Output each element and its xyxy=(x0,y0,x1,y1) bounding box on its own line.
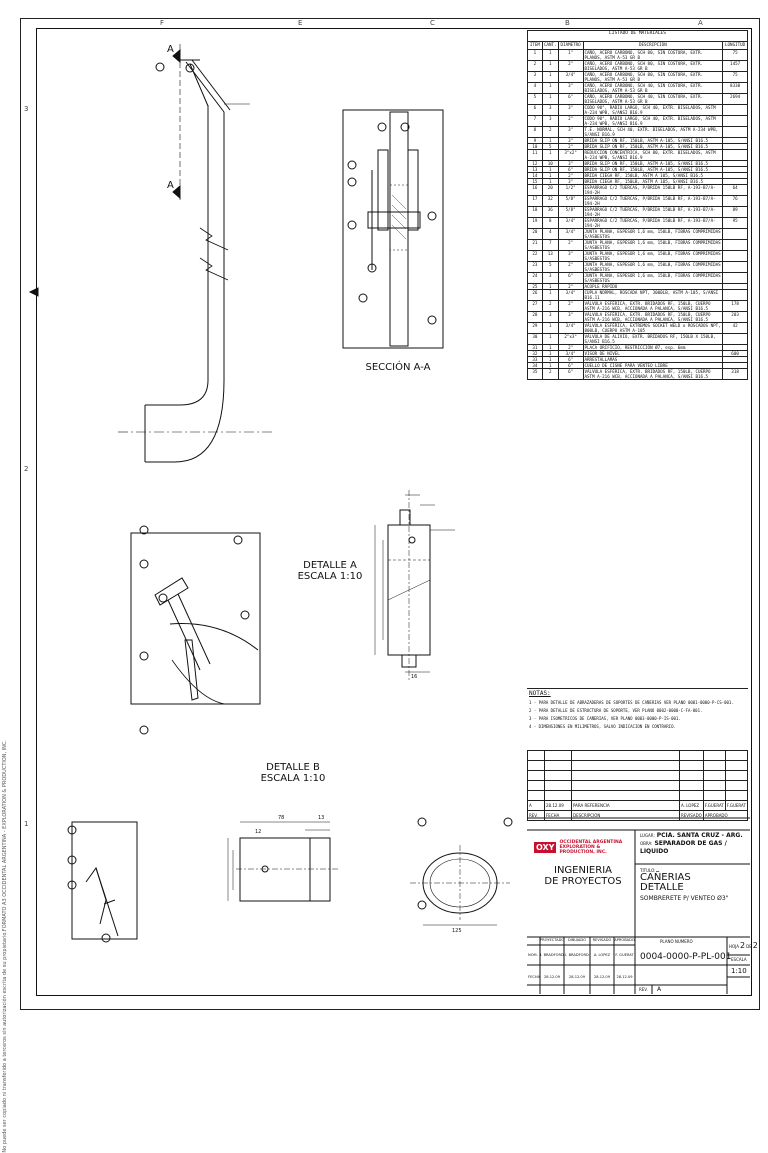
cell-length xyxy=(723,240,748,251)
cell-diameter: 2" xyxy=(558,144,583,150)
cell-item: 1 xyxy=(528,50,543,61)
cell-item: 15 xyxy=(528,179,543,185)
cell-description: BRIDA SLIP ON RF, 150LB, ASTM A-105, S/ANSI B16.5 xyxy=(583,167,723,173)
cell-qty: 1 xyxy=(542,167,558,173)
cell-description: BRIDA SLIP ON RF, 150LB, ASTM A-105, S/ANSI B16.5 xyxy=(583,161,723,167)
table-row xyxy=(528,94,748,105)
signoff-name: I. BRADFORD xyxy=(540,953,564,957)
cell-length xyxy=(723,273,748,284)
zone-label-top: C xyxy=(430,19,435,27)
rev-cell: 28.12.09 xyxy=(545,801,572,811)
cell-qty: 3 xyxy=(542,105,558,116)
cell-description: JUNTA PLANA, ESPESOR 1,6 mm, 150LB, FIBRAS COMPRIMIDAS S/ASBESTOS xyxy=(583,262,723,273)
cell-qty: 3 xyxy=(542,273,558,284)
cell-length: 75 xyxy=(723,50,748,61)
table-row xyxy=(528,262,748,273)
cell-description: T.E. NORMAL, SCH 40, EXTR. BISELADOS, ASTM A-234 WPB, S/ANSI B16.9 xyxy=(583,127,723,138)
rev-label: REV. xyxy=(639,987,648,992)
cell-qty: 1 xyxy=(542,363,558,369)
cell-description: CUPLA NORMAL, ROSCADA NPT, 3000LB, ASTM A-105, S/ANSI B16.11 xyxy=(583,290,723,301)
rev-cell: F.GUERAT xyxy=(725,801,747,811)
cell-description: VÁLVULA ESFÉRICA, EXTR. BRIDADOS RF, 150LB, CUERPO ASTM A-216 WCB, ACCIONADA A PALANCA, S/ANSI B16.5 xyxy=(583,312,723,323)
cell-description: JUNTA PLANA, ESPESOR 1,6 mm, 150LB, FIBRAS COMPRIMIDAS S/ASBESTOS xyxy=(583,240,723,251)
cell-qty: 1 xyxy=(542,173,558,179)
rev-header: FECHA xyxy=(545,811,572,821)
cell-item: 25 xyxy=(528,284,543,290)
cell-diameter: 2" xyxy=(558,61,583,72)
cell-qty: 1 xyxy=(542,345,558,351)
cell-description: ESPARRAGO C/2 TUERCAS, P/BRIDA 150LB RF, A-193-B7/A-194-2H xyxy=(583,185,723,196)
cell-description: CAÑO, ACERO CARBONO, SCH 80, SIN COSTURA, EXTR. BISELADOS, ASTM A-53 GR B xyxy=(583,61,723,72)
cell-item: 29 xyxy=(528,323,543,334)
dimension-label: 78 xyxy=(278,815,285,821)
rev-cell: PARA REFERENCIA xyxy=(572,801,680,811)
cell-qty: 1 xyxy=(542,351,558,357)
cell-length: 203 xyxy=(723,312,748,323)
dimension-label: 125 xyxy=(452,928,462,934)
cell-item: 27 xyxy=(528,301,543,312)
signoff-name: I. BRADFORD xyxy=(565,953,589,957)
cell-length xyxy=(723,251,748,262)
cell-diameter: 2" xyxy=(558,173,583,179)
table-row xyxy=(528,290,748,301)
cell-length: 95 xyxy=(723,218,748,229)
col-header-diameter: DIÁMETRO xyxy=(558,42,583,50)
sheet-label: HOJA xyxy=(729,944,740,949)
cell-qty: 1 xyxy=(542,61,558,72)
note-item: 4 - DIMENSIONES EN MILIMETROS, SALVO INDICACION EN CONTRARIO. xyxy=(529,724,676,729)
role-label: APROBADO xyxy=(614,938,635,942)
notes-section xyxy=(527,688,748,749)
cell-description: JUNTA PLANA, ESPESOR 1,6 mm, 150LB, FIBRAS COMPRIMIDAS S/ASBESTOS xyxy=(583,251,723,262)
cell-length: 89 xyxy=(723,207,748,218)
cell-length: 64 xyxy=(723,185,748,196)
department-line1: INGENIERIA xyxy=(554,865,612,876)
cell-qty: 1 xyxy=(542,72,558,83)
cell-diameter: 2" xyxy=(558,301,583,312)
detail-a-caption xyxy=(290,560,370,582)
dimension-label: 16 xyxy=(411,674,418,680)
cell-length: 42 xyxy=(723,323,748,334)
drawing-number: 0004-0000-P-PL-001 xyxy=(640,952,732,962)
rev-value: A xyxy=(657,986,662,993)
table-row xyxy=(528,229,748,240)
table-row xyxy=(528,83,748,94)
sheet-value: 2 xyxy=(740,941,746,950)
cell-qty: 13 xyxy=(542,251,558,262)
materials-table-title: LISTADO DE MATERIALES xyxy=(528,31,748,42)
notes-heading: NOTAS: xyxy=(529,690,551,697)
dimension-label: 12 xyxy=(255,829,262,835)
signoff-date: 28.12.09 xyxy=(568,975,585,979)
cell-qty: 32 xyxy=(542,196,558,207)
table-row xyxy=(528,105,748,116)
cell-item: 14 xyxy=(528,173,543,179)
cell-description: CAÑO, ACERO CARBONO, SCH 40, SIN COSTURA, EXTR. BISELADOS, ASTM A-53 GR B xyxy=(583,94,723,105)
cell-item: 17 xyxy=(528,196,543,207)
side-note: FORMATO A3 OCCIDENTAL ARGENTINA - EXPLORATION & PRODUCTION, INC. xyxy=(2,740,8,932)
detail-b-title: DETALLE B xyxy=(266,762,320,773)
cell-item: 31 xyxy=(528,345,543,351)
cell-diameter: 3" xyxy=(558,83,583,94)
cell-item: 5 xyxy=(528,94,543,105)
cell-diameter: 2"x3" xyxy=(558,334,583,345)
cell-description: JUNTA PLANA, ESPESOR 1,6 mm, 150LB, FIBRAS COMPRIMIDAS S/ASBESTOS xyxy=(583,273,723,284)
cell-item: 35 xyxy=(528,369,543,380)
cell-diameter: 1/2" xyxy=(558,185,583,196)
rev-header: REVISADO xyxy=(680,811,704,821)
work-label: OBRA: xyxy=(640,841,653,846)
cell-length xyxy=(723,262,748,273)
cell-diameter: 5/8" xyxy=(558,196,583,207)
note-item: 1 - PARA DETALLE DE ABRAZADERAS DE SOPORTES DE CAÑERIAS VER PLANO 0001-0000-P-CS-001. xyxy=(529,700,734,705)
cell-diameter: 3/4" xyxy=(558,218,583,229)
cell-description: CUELLO DE CISNE PARA VENTEO LIBRE xyxy=(583,363,723,369)
cell-qty: 1 xyxy=(542,150,558,161)
cell-description: ESPARRAGO C/2 TUERCAS, P/BRIDA 150LB RF, A-193-B7/A-194-2H xyxy=(583,196,723,207)
cell-qty: 1 xyxy=(542,357,558,363)
cell-diameter: 1" xyxy=(558,50,583,61)
rev-header: REV. xyxy=(528,811,545,821)
cell-item: 11 xyxy=(528,150,543,161)
cell-qty: 8 xyxy=(542,218,558,229)
cell-item: 24 xyxy=(528,273,543,284)
cell-diameter: 3" xyxy=(558,138,583,144)
zone-label-top: E xyxy=(298,19,303,27)
cell-qty: 1 xyxy=(542,50,558,61)
cell-qty: 5 xyxy=(542,262,558,273)
cell-item: 28 xyxy=(528,312,543,323)
cell-diameter: 6" xyxy=(558,94,583,105)
scale-value: 1:10 xyxy=(731,967,747,975)
zone-label-side: 2 xyxy=(24,465,29,473)
cell-qty: 1 xyxy=(542,179,558,185)
cell-qty: 5 xyxy=(542,144,558,150)
rev-cell: F.GUERAT xyxy=(703,801,725,811)
cell-diameter: 3/4" xyxy=(558,290,583,301)
cell-item: 4 xyxy=(528,83,543,94)
cell-qty: 1 xyxy=(542,83,558,94)
section-mark: A xyxy=(167,44,174,55)
date-label: FECHA xyxy=(528,975,541,979)
cell-qty: 3 xyxy=(542,116,558,127)
cell-description: VÁLVULA ESFÉRICA, EXTR. BRIDADOS RF, 150LB, CUERPO ASTM A-216 WCB, ACCIONADA A PALANCA, S/ANSI B16.5 xyxy=(583,301,723,312)
rev-header: APROBADO xyxy=(703,811,747,821)
cell-qty: 2 xyxy=(542,127,558,138)
cell-item: 33 xyxy=(528,357,543,363)
cell-qty: 1 xyxy=(542,284,558,290)
cell-description: BRIDA SLIP ON RF, 150LB, ASTM A-105, S/ANSI B16.5 xyxy=(583,138,723,144)
cell-description: ARRESTALLAMAS xyxy=(583,357,723,363)
rev-cell: A xyxy=(528,801,545,811)
section-caption: SECCIÓN A-A xyxy=(365,362,431,373)
cell-description: JUNTA PLANA, ESPESOR 1,6 mm, 150LB, FIBRAS COMPRIMIDAS S/ASBESTOS xyxy=(583,229,723,240)
cell-description: CODO 90°, RADIO LARGO, SCH 40, EXTR. BISELADOS, ASTM A-234 WPB, S/ANSI B16.9 xyxy=(583,105,723,116)
cell-item: 23 xyxy=(528,262,543,273)
cell-item: 20 xyxy=(528,229,543,240)
cell-item: 9 xyxy=(528,138,543,144)
cell-length: 318 xyxy=(723,369,748,380)
cell-diameter: 2" xyxy=(558,116,583,127)
cell-length: 600 xyxy=(723,351,748,357)
signoff-name: F. GUERAT xyxy=(615,953,634,957)
rev-header: DESCRIPCION xyxy=(572,811,680,821)
nom-label: NOM. xyxy=(528,953,538,957)
cell-description: VÁLVULA DE ALIVIO, EXTR. BRIDADOS RF, 150LB X 150LB, S/ANSI B16.5 xyxy=(583,334,723,345)
cell-description: ESPARRAGO C/2 TUERCAS, P/BRIDA 150LB RF, A-193-B7/A-194-2H xyxy=(583,218,723,229)
company-logo: OXY xyxy=(536,843,555,852)
note-item: 2 - PARA DETALLE DE ESTRUCTURA DE SOPORTE, VER PLANO 0002-0000-C-FA-001. xyxy=(529,708,703,713)
zone-label-side: 3 xyxy=(24,105,29,113)
drawing-title-1: CAÑERIAS xyxy=(640,872,691,883)
drawing-title-2: DETALLE xyxy=(640,882,684,893)
detail-b-caption xyxy=(253,762,333,784)
col-header-length: LONGITUD xyxy=(723,42,748,50)
cell-qty: 7 xyxy=(542,240,558,251)
section-mark: A xyxy=(167,180,174,191)
detail-b-scale: ESCALA 1:10 xyxy=(260,773,326,784)
table-row xyxy=(528,218,748,229)
col-header-qty: CANT. xyxy=(542,42,558,50)
cell-qty: 20 xyxy=(542,185,558,196)
cell-length: 178 xyxy=(723,301,748,312)
cell-diameter: 5/8" xyxy=(558,207,583,218)
zone-label-top: F xyxy=(160,19,165,27)
cell-description: CAÑO, ACERO CARBONO, SCH 80, SIN COSTURA, EXTR. PLANOS, ASTM A-53 GR B xyxy=(583,50,723,61)
table-row xyxy=(528,116,748,127)
cell-item: 19 xyxy=(528,218,543,229)
company-block xyxy=(534,840,632,887)
role-label: DIBUJADO xyxy=(568,938,586,942)
cell-qty: 10 xyxy=(542,161,558,167)
cell-item: 22 xyxy=(528,251,543,262)
cell-description: PLACA ORIFICIO, RESTRICCIÓN Ø7, esp. 6mm xyxy=(583,345,723,351)
table-row xyxy=(528,301,748,312)
cell-item: 2 xyxy=(528,61,543,72)
cell-qty: 3 xyxy=(542,312,558,323)
cell-description: CODO 90°, RADIO LARGO, SCH 40, EXTR. BISELADOS, ASTM A-234 WPB, S/ANSI B16.9 xyxy=(583,116,723,127)
cell-diameter: 2" xyxy=(558,284,583,290)
cell-description: BRIDA CIEGA RF, 150LB, ASTM A 105, S/ANSI B16.5 xyxy=(583,173,723,179)
role-label: PROYECTADO xyxy=(540,938,565,942)
cell-length: 1457 xyxy=(723,61,748,72)
drawing-title-block xyxy=(640,868,748,902)
cell-diameter: 3"x2" xyxy=(558,150,583,161)
signoff-names xyxy=(540,953,635,957)
cell-length: 76 xyxy=(723,196,748,207)
scale-label: ESCALA xyxy=(731,957,747,962)
cell-length: 8330 xyxy=(723,83,748,94)
signoff-date: 28.12.09 xyxy=(543,975,560,979)
table-row xyxy=(528,240,748,251)
cell-item: 16 xyxy=(528,185,543,196)
table-row xyxy=(528,61,748,72)
cell-item: 12 xyxy=(528,161,543,167)
cell-item: 34 xyxy=(528,363,543,369)
cell-length xyxy=(723,150,748,161)
cell-length xyxy=(723,229,748,240)
table-row xyxy=(528,196,748,207)
cell-qty: 36 xyxy=(542,207,558,218)
sheet-number xyxy=(729,941,758,950)
table-row xyxy=(528,312,748,323)
cell-qty: 2 xyxy=(542,369,558,380)
cell-diameter: 2" xyxy=(558,240,583,251)
cell-qty: 2 xyxy=(542,301,558,312)
signoff-name: A. LOPEZ xyxy=(593,953,611,957)
cell-diameter: 3/4" xyxy=(558,351,583,357)
cell-description: CAÑO, ACERO CARBONO, SCH 80, SIN COSTURA, EXTR. PLANOS, ASTM A-53 GR B xyxy=(583,72,723,83)
drawing-title-3: SOMBRERETE P/ VENTEO Ø3" xyxy=(640,895,729,902)
table-row xyxy=(528,273,748,284)
cell-description: REDUCCIÓN CONCÉNTRICA, SCH 80, EXTR. BISELADOS, ASTM A-234 WPB, S/ANSI B16.9 xyxy=(583,150,723,161)
company-name: OCCIDENTAL ARGENTINA xyxy=(559,840,623,845)
cell-diameter: 3" xyxy=(558,161,583,167)
table-row xyxy=(528,185,748,196)
cell-length xyxy=(723,105,748,116)
location-value: PCIA. SANTA CRUZ - ARG. xyxy=(656,832,743,839)
zone-label-side: 1 xyxy=(24,820,29,828)
cell-description: BRIDA CIEGA RF, 150LB, ASTM A 105, S/ANSI B16.5 xyxy=(583,179,723,185)
cell-diameter: 3/4" xyxy=(558,72,583,83)
table-row xyxy=(528,334,748,345)
signoff-date: 28.12.09 xyxy=(593,975,610,979)
cell-item: 13 xyxy=(528,167,543,173)
location-block xyxy=(640,832,748,856)
work-value: SEPARADOR DE GAS / LIQUIDO xyxy=(640,840,727,855)
cell-item: 8 xyxy=(528,127,543,138)
sheet-total: 2 xyxy=(752,941,758,950)
cell-qty: 1 xyxy=(542,94,558,105)
signoff-roles xyxy=(540,938,635,942)
table-row xyxy=(528,150,748,161)
cell-description: VÁLVULA ESFÉRICA, EXTR. BRIDADOS RF, 150LB, CUERPO ASTM A-216 WCB, ACCIONADA A PALANCA, S/ANSI B16.5 xyxy=(583,369,723,380)
detail-a-title: DETALLE A xyxy=(303,560,357,571)
cell-qty: 1 xyxy=(542,334,558,345)
cell-diameter: 6" xyxy=(558,167,583,173)
side-note: No puede ser copiado ni transferido a terceros sin autorización escrita de su propietario. xyxy=(2,931,8,1153)
cell-qty: 1 xyxy=(542,323,558,334)
cell-description: ACOPLE RÁPIDO xyxy=(583,284,723,290)
revision-table xyxy=(527,750,748,821)
cell-item: 26 xyxy=(528,290,543,301)
cell-diameter: 3" xyxy=(558,179,583,185)
cell-diameter: 3/4" xyxy=(558,229,583,240)
cell-diameter: 3/4" xyxy=(558,323,583,334)
cell-description: VÁLVULA ESFÉRICA, EXTREMOS SOCKET WELD o ROSCADOS NPT, 800LB, CUERPO ASTM A-105 xyxy=(583,323,723,334)
cell-diameter: 3" xyxy=(558,127,583,138)
cell-description: CAÑO, ACERO CARBONO, SCH 40, SIN COSTURA, EXTR. BISELADOS, ASTM A-53 GR B xyxy=(583,83,723,94)
table-row xyxy=(528,369,748,380)
cell-qty: 1 xyxy=(542,138,558,144)
zone-label-top: B xyxy=(565,19,570,27)
cell-diameter: 3" xyxy=(558,105,583,116)
note-item: 3 - PARA ISOMETRICOS DE CAÑERIAS, VER PLANO 0003-0000-P-IS-001. xyxy=(529,716,681,721)
table-row xyxy=(528,207,748,218)
signoff-date: 28.12.09 xyxy=(616,975,633,979)
table-row xyxy=(528,72,748,83)
title-label: TITULO: xyxy=(640,868,656,873)
table-row xyxy=(528,251,748,262)
materials-table xyxy=(527,30,748,380)
cell-item: 3 xyxy=(528,72,543,83)
zone-label-top: A xyxy=(698,19,703,27)
sheet-of: DE xyxy=(746,944,752,949)
cell-length xyxy=(723,116,748,127)
detail-a-scale: ESCALA 1:10 xyxy=(297,571,363,582)
cell-diameter: 3" xyxy=(558,251,583,262)
signoff-dates xyxy=(540,975,635,979)
cell-item: 21 xyxy=(528,240,543,251)
cell-length xyxy=(723,127,748,138)
cell-diameter: 3" xyxy=(558,312,583,323)
table-row xyxy=(528,127,748,138)
cell-diameter: 2" xyxy=(558,345,583,351)
cell-description: VISOR DE NIVEL xyxy=(583,351,723,357)
cell-description: ESPARRAGO C/2 TUERCAS, P/BRIDA 150LB RF, A-193-B7/A-194-2H xyxy=(583,207,723,218)
company-division: EXPLORATION & PRODUCTION, INC. xyxy=(559,845,607,855)
cell-qty: 1 xyxy=(542,290,558,301)
cell-item: 30 xyxy=(528,334,543,345)
dimension-label: 13 xyxy=(318,815,325,821)
cell-item: 7 xyxy=(528,116,543,127)
materials-table-body xyxy=(528,50,748,380)
cell-item: 32 xyxy=(528,351,543,357)
col-header-description: DESCRIPCIÓN xyxy=(583,42,723,50)
cell-length: 2694 xyxy=(723,94,748,105)
cell-diameter: 6" xyxy=(558,363,583,369)
rev-cell: A. LOPEZ xyxy=(680,801,704,811)
location-label: LUGAR: xyxy=(640,833,655,838)
table-row xyxy=(528,50,748,61)
department-line2: DE PROYECTOS xyxy=(544,876,622,887)
cell-length: 75 xyxy=(723,72,748,83)
cell-item: 6 xyxy=(528,105,543,116)
cell-description: BRIDA SLIP ON RF, 150LB, ASTM A-105, S/ANSI B16.5 xyxy=(583,144,723,150)
cell-diameter: 6" xyxy=(558,369,583,380)
col-header-item: ITEM xyxy=(528,42,543,50)
cell-item: 10 xyxy=(528,144,543,150)
cell-diameter: 6" xyxy=(558,273,583,284)
cell-length xyxy=(723,290,748,301)
role-label: REVISADO xyxy=(592,938,612,942)
cell-item: 18 xyxy=(528,207,543,218)
table-row xyxy=(528,323,748,334)
cell-diameter: 2" xyxy=(558,262,583,273)
cell-qty: 4 xyxy=(542,229,558,240)
drawing-number-label: PLANO NUMERO xyxy=(660,939,693,944)
cell-length xyxy=(723,334,748,345)
cell-diameter: 6" xyxy=(558,357,583,363)
